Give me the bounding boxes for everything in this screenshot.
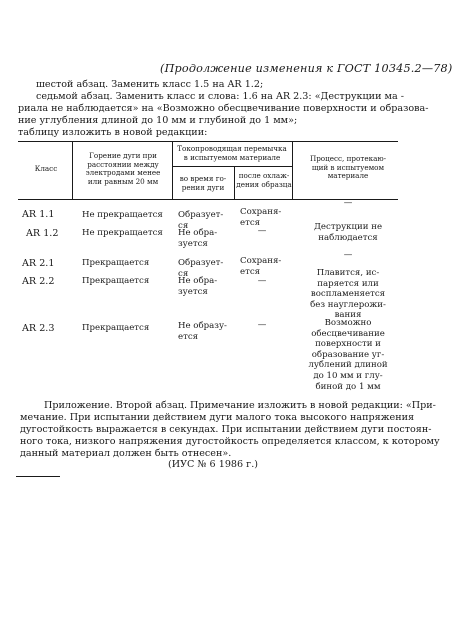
header-class: Класс: [34, 164, 58, 173]
row-after: Сохраня- ется: [240, 207, 282, 228]
row-after: —: [257, 320, 267, 330]
header-during-arc: во время го- рения дуги: [179, 174, 227, 192]
paragraph-line: шестой абзац. Заменить класс 1.5 на AR 1.2;: [36, 79, 264, 90]
row-during: Образует- ся: [178, 258, 224, 279]
row-process: Плавится, ис- паряется или воспламеняется без науглерожи- вания: [310, 268, 386, 321]
row-after: —: [257, 226, 267, 236]
row-class: AR 2.3: [22, 323, 55, 334]
row-class: AR 1.2: [26, 228, 59, 239]
header-bridge: Токопроводящая перемычка в испытуемом материале: [177, 144, 287, 162]
row-process: —: [343, 250, 353, 260]
header-after-cooling: после охлаж- дения образца: [236, 171, 292, 189]
row-during: Образует- ся: [178, 210, 224, 231]
row-class: AR 2.1: [22, 258, 55, 269]
row-class: AR 2.2: [22, 276, 55, 287]
row-arc: Прекращается: [82, 323, 150, 333]
row-process: Возможно обесцвечивание поверхности и образование уг- лублений длиной до 10 мм и глу- биной до 1 мм: [308, 318, 388, 392]
table-top-rule: [18, 141, 398, 142]
footer-line: ного тока, низкого напряжения дугостойкость определяется классом, к которому: [20, 436, 440, 447]
paragraph-line: ние углубления длиной до 10 мм и глубиной до 1 мм»;: [18, 115, 298, 126]
table-col-rule: [234, 167, 235, 199]
footer-line: Приложение. Второй абзац. Примечание изложить в новой редакции: «При-: [44, 400, 436, 411]
row-during: Не обра- зуется: [178, 228, 218, 249]
row-arc: Не прекращается: [82, 228, 163, 238]
header-arc: Горение дуги при расстоянии между электродами менее или равным 20 мм: [85, 151, 161, 186]
source-note: (ИУС № 6 1986 г.): [168, 459, 258, 470]
bottom-rule: [16, 476, 60, 477]
row-after: —: [257, 276, 267, 286]
table-col-rule: [72, 141, 73, 199]
page-header: (Продолжение изменения к ГОСТ 10345.2—78): [160, 62, 452, 75]
table-col-rule: [292, 141, 293, 199]
row-arc: Не прекращается: [82, 210, 163, 220]
paragraph-line: седьмой абзац. Заменить класс и слова: 1.6 на AR 2.3: «Деструкции ма -: [36, 91, 404, 102]
table-col-rule: [172, 141, 173, 199]
row-arc: Прекращается: [82, 258, 150, 268]
row-process: —: [343, 198, 353, 208]
row-arc: Прекращается: [82, 276, 150, 286]
footer-line: данный материал должен быть отнесен».: [20, 448, 232, 459]
paragraph-line: таблицу изложить в новой редакции:: [18, 127, 208, 138]
row-during: Не образу- ется: [178, 321, 227, 342]
footer-line: дугостойкость выражается в секундах. При испытании действием дуги постоян-: [20, 424, 432, 435]
table-subheader-rule: [172, 166, 292, 167]
row-during: Не обра- зуется: [178, 276, 218, 297]
row-after: Сохраня- ется: [240, 256, 282, 277]
row-process: Деструкции не наблюдается: [313, 222, 383, 243]
paragraph-line: риала не наблюдается» на «Возможно обесцвечивание поверхности и образова-: [18, 103, 429, 114]
footer-line: мечание. При испытании действием дуги малого тока высокого напряжения: [20, 412, 415, 423]
row-class: AR 1.1: [22, 209, 55, 220]
header-process: Процесс, протекаю- щий в испытуемом материале: [309, 154, 387, 181]
